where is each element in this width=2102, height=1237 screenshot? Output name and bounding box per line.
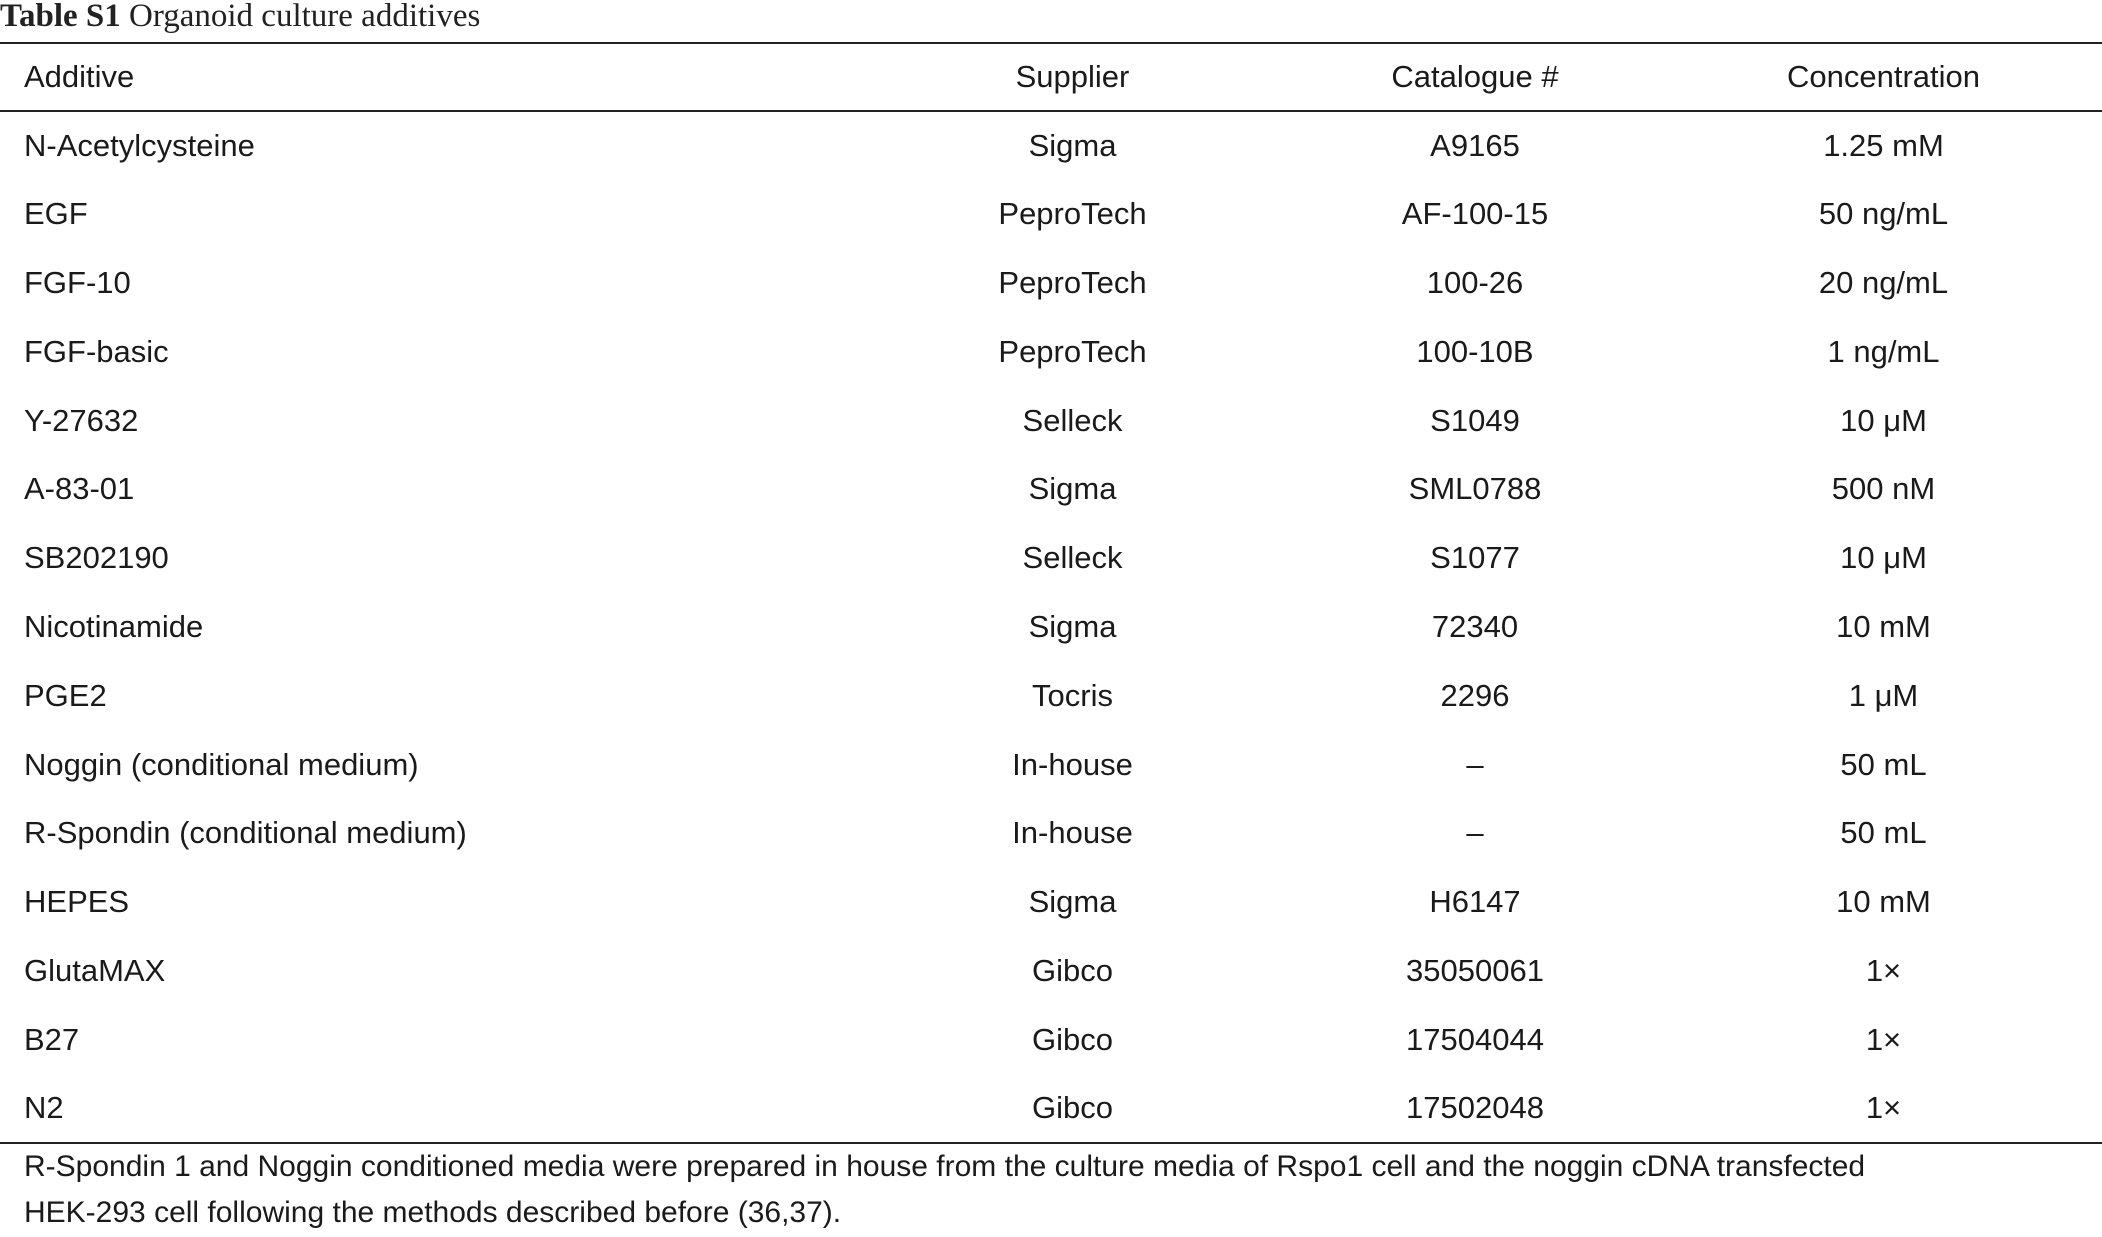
cell-supplier: Tocris [1032, 677, 1113, 713]
table-header [0, 43, 2102, 111]
cell-supplier: Gibco [1032, 1021, 1113, 1057]
cell-supplier: Sigma [1028, 471, 1117, 507]
additives-table-container [0, 42, 2102, 1144]
cell-catalogue: AF-100-15 [1401, 196, 1549, 232]
cell-additive: EGF [24, 196, 88, 232]
cell-supplier: Selleck [1022, 402, 1123, 438]
footnote-line-1: R-Spondin 1 and Noggin conditioned media were prepared in house from the culture media of Rspo1 cell and the noggin cDNA transfected [24, 1150, 1866, 1183]
cell-additive: HEPES [24, 884, 130, 920]
header-catalogue: Catalogue # [1391, 59, 1559, 94]
cell-concentration: 10 mM [1836, 608, 1931, 644]
footnote-line-2: HEK-293 cell following the methods described before (36,37). [24, 1196, 842, 1229]
table-row [0, 593, 2102, 662]
table-row [0, 1074, 2102, 1143]
table-caption-title: Organoid culture additives [129, 0, 481, 34]
cell-concentration: 20 ng/mL [1818, 264, 1949, 300]
cell-additive: Noggin (conditional medium) [24, 746, 419, 782]
cell-supplier: Sigma [1028, 608, 1117, 644]
table-row [0, 661, 2102, 730]
cell-additive: SB202190 [24, 540, 169, 576]
table-row [0, 1005, 2102, 1074]
table-row [0, 730, 2102, 799]
cell-catalogue: 72340 [1431, 608, 1519, 644]
cell-additive: FGF-basic [24, 333, 169, 369]
cell-supplier: In-house [1012, 746, 1133, 782]
cell-concentration: 10 μM [1840, 540, 1927, 576]
cell-catalogue: H6147 [1429, 884, 1521, 920]
table-caption-label: Table S1 [0, 0, 121, 34]
cell-supplier: Gibco [1032, 952, 1113, 988]
cell-concentration: 500 nM [1831, 471, 1936, 507]
table-row [0, 386, 2102, 455]
cell-catalogue: 17502048 [1406, 1090, 1544, 1126]
cell-supplier: PeproTech [998, 196, 1147, 232]
header-row [0, 43, 2102, 111]
table-row [0, 937, 2102, 1006]
cell-catalogue: A9165 [1430, 127, 1520, 163]
table-row [0, 111, 2102, 180]
cell-additive: Y-27632 [24, 402, 139, 438]
header-concentration: Concentration [1786, 59, 1980, 94]
cell-concentration: 50 mL [1840, 746, 1927, 782]
cell-additive: GlutaMAX [24, 952, 166, 988]
cell-catalogue: S1049 [1430, 402, 1520, 438]
cell-additive: R-Spondin (conditional medium) [24, 815, 467, 851]
table-caption [0, 0, 480, 40]
table-footnote [24, 1144, 2102, 1236]
cell-concentration: 1× [1865, 1090, 1902, 1126]
cell-catalogue: 100-26 [1426, 264, 1524, 300]
cell-additive: B27 [24, 1021, 80, 1057]
cell-catalogue: 100-10B [1416, 333, 1534, 369]
cell-additive: N2 [24, 1090, 64, 1126]
header-additive: Additive [24, 59, 135, 94]
cell-additive: Nicotinamide [24, 608, 204, 644]
cell-catalogue: – [1466, 815, 1484, 851]
cell-additive: A-83-01 [24, 471, 135, 507]
cell-catalogue: S1077 [1430, 540, 1520, 576]
cell-additive: N-Acetylcysteine [24, 127, 255, 163]
table-row [0, 317, 2102, 386]
cell-concentration: 50 ng/mL [1818, 196, 1949, 232]
cell-catalogue: 17504044 [1406, 1021, 1544, 1057]
table-body [0, 111, 2102, 1143]
cell-supplier: Sigma [1028, 884, 1117, 920]
cell-concentration: 1× [1865, 952, 1902, 988]
cell-supplier: PeproTech [998, 333, 1147, 369]
cell-catalogue: SML0788 [1408, 471, 1542, 507]
cell-additive: FGF-10 [24, 264, 131, 300]
header-supplier: Supplier [1015, 59, 1130, 94]
table-row [0, 249, 2102, 318]
table-row [0, 524, 2102, 593]
cell-concentration: 1 ng/mL [1827, 333, 1940, 369]
cell-catalogue: 35050061 [1406, 952, 1544, 988]
cell-catalogue: – [1466, 746, 1484, 782]
cell-concentration: 10 mM [1836, 884, 1931, 920]
table-row [0, 180, 2102, 249]
cell-supplier: PeproTech [998, 264, 1147, 300]
cell-additive: PGE2 [24, 677, 107, 713]
cell-supplier: Sigma [1028, 127, 1117, 163]
cell-concentration: 1.25 mM [1823, 127, 1944, 163]
cell-supplier: Gibco [1032, 1090, 1113, 1126]
cell-supplier: Selleck [1022, 540, 1123, 576]
cell-concentration: 1× [1865, 1021, 1902, 1057]
cell-concentration: 10 μM [1840, 402, 1927, 438]
additives-table [0, 42, 2102, 1144]
cell-concentration: 50 mL [1840, 815, 1927, 851]
cell-supplier: In-house [1012, 815, 1133, 851]
cell-catalogue: 2296 [1440, 677, 1510, 713]
table-row [0, 868, 2102, 937]
table-row [0, 799, 2102, 868]
table-row [0, 455, 2102, 524]
cell-concentration: 1 μM [1848, 677, 1919, 713]
